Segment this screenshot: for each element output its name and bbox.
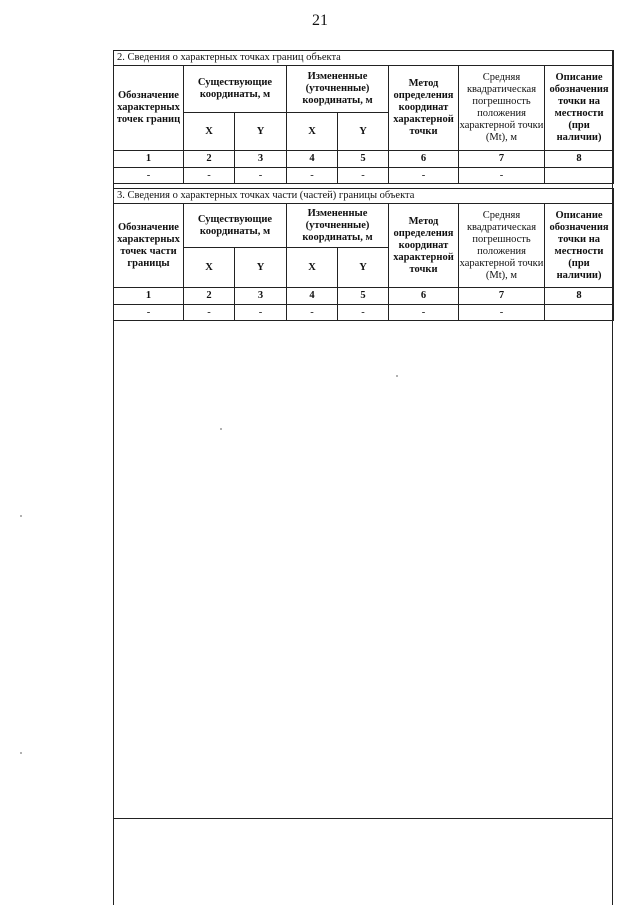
- table-title: 2. Сведения о характерных точках границ объекта: [114, 51, 614, 66]
- column-number: 8: [545, 151, 614, 168]
- header-x: X: [287, 113, 338, 151]
- header-point-designation: Обозначение характерных точек части границы: [114, 204, 184, 288]
- column-number: 7: [459, 288, 545, 305]
- table-cell: -: [389, 168, 459, 184]
- column-number: 4: [287, 288, 338, 305]
- column-number: 3: [235, 151, 287, 168]
- table-title: 3. Сведения о характерных точках части (частей) границы объекта: [114, 189, 614, 204]
- table-cell: -: [338, 305, 389, 321]
- table-cell: -: [287, 305, 338, 321]
- header-x: X: [184, 113, 235, 151]
- table-cell: [545, 305, 614, 321]
- part-points-table: [113, 188, 614, 321]
- table-cell: -: [287, 168, 338, 184]
- header-method: Метод определения координат характерной точки: [389, 66, 459, 151]
- table-cell: -: [184, 168, 235, 184]
- header-description: Описание обозначения точки на местности (при наличии): [545, 204, 614, 288]
- header-mean-error: Средняя квадратическая погрешность положения характерной точки (Mt), м: [459, 66, 545, 151]
- column-number: 7: [459, 151, 545, 168]
- column-number: 1: [114, 288, 184, 305]
- table-cell: -: [184, 305, 235, 321]
- column-number: 2: [184, 288, 235, 305]
- table-cell: -: [338, 168, 389, 184]
- table-cell: -: [114, 305, 184, 321]
- column-number: 6: [389, 288, 459, 305]
- column-number: 5: [338, 151, 389, 168]
- header-y: Y: [235, 113, 287, 151]
- column-number: 4: [287, 151, 338, 168]
- header-description: Описание обозначения точки на местности (при наличии): [545, 66, 614, 151]
- header-y: Y: [338, 113, 389, 151]
- header-point-designation: Обозначение характерных точек границ: [114, 66, 184, 151]
- scan-speck: [20, 752, 22, 754]
- scan-speck: [396, 375, 398, 377]
- column-number: 6: [389, 151, 459, 168]
- header-y: Y: [235, 248, 287, 288]
- table-cell: [545, 168, 614, 184]
- table-cell: -: [235, 305, 287, 321]
- column-number: 8: [545, 288, 614, 305]
- points-table: [113, 50, 614, 184]
- header-method: Метод определения координат характерной точки: [389, 204, 459, 288]
- column-number: 1: [114, 151, 184, 168]
- header-changed-coordinates: Измененные (уточненные) координаты, м: [287, 66, 389, 113]
- table-cell: -: [114, 168, 184, 184]
- header-existing-coordinates: Существующие координаты, м: [184, 66, 287, 113]
- table-cell: -: [235, 168, 287, 184]
- header-y: Y: [338, 248, 389, 288]
- table-cell: -: [389, 305, 459, 321]
- table-cell: -: [459, 305, 545, 321]
- table-cell: -: [459, 168, 545, 184]
- column-number: 2: [184, 151, 235, 168]
- column-number: 5: [338, 288, 389, 305]
- scan-speck: [20, 515, 22, 517]
- header-x: X: [287, 248, 338, 288]
- column-number: 3: [235, 288, 287, 305]
- frame-bottom-rule: [114, 818, 612, 819]
- header-changed-coordinates: Измененные (уточненные) координаты, м: [287, 204, 389, 248]
- header-existing-coordinates: Существующие координаты, м: [184, 204, 287, 248]
- header-mean-error: Средняя квадратическая погрешность положения характерной точки (Mt), м: [459, 204, 545, 288]
- header-x: X: [184, 248, 235, 288]
- page-number: 21: [312, 12, 328, 29]
- scan-speck: [220, 428, 222, 430]
